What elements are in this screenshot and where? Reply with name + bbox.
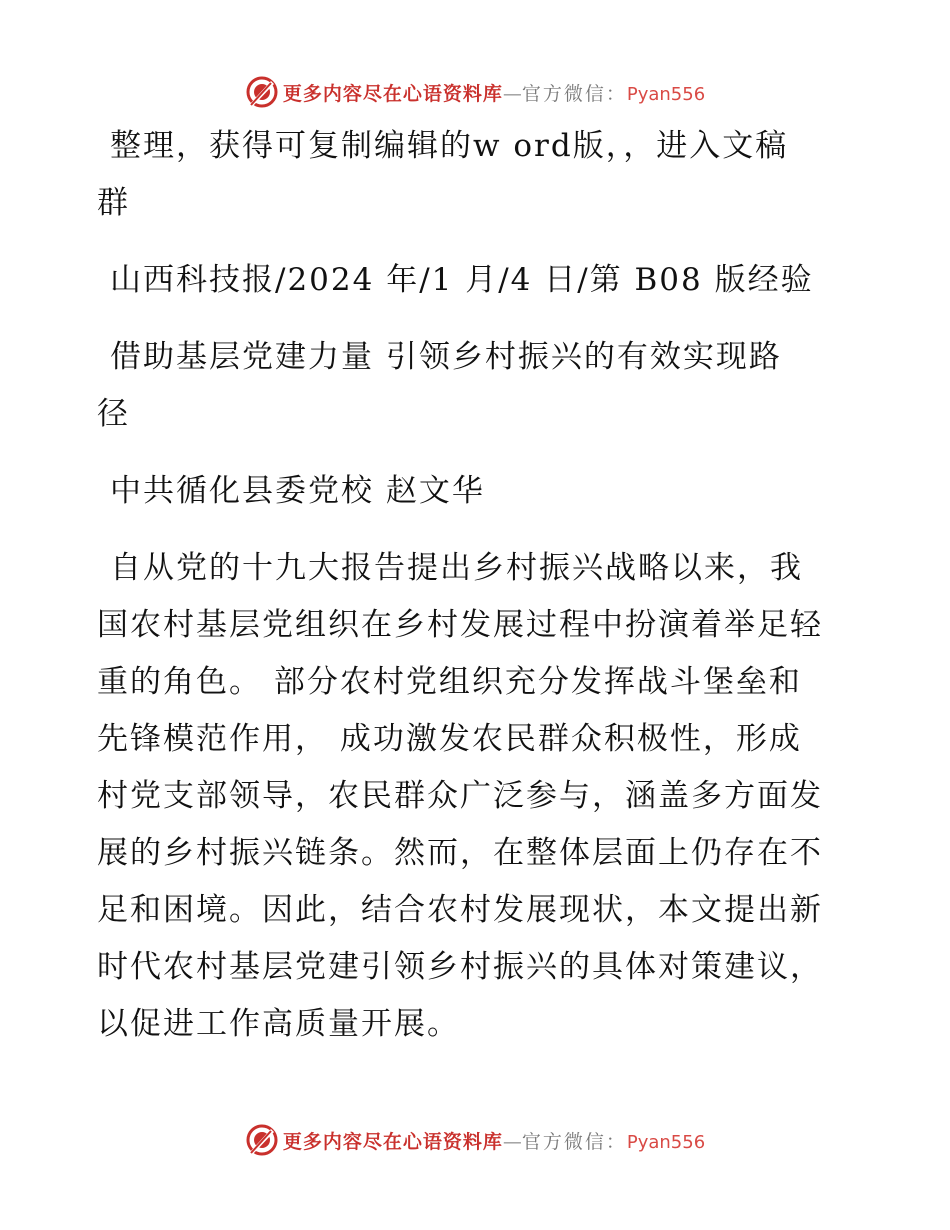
body-line: 以促进工作高质量开展。 [97, 1006, 460, 1042]
title-line-2: 径 [97, 396, 130, 432]
source-line: 山西科技报/2024 年/1 月/4 日/第 B08 版经验 [110, 262, 814, 298]
intro-note [97, 118, 857, 232]
banner-brand: 更多内容尽在心语资料库 [282, 1130, 503, 1153]
banner-text [283, 1127, 705, 1154]
document-body [97, 118, 857, 1053]
body-line: 先锋模范作用， 成功激发农民群众积极性，形成 [97, 721, 802, 757]
body-line: 足和困境。因此，结合农村发展现状，本文提出新 [97, 892, 823, 928]
banner-wechat-id: Pyan556 [626, 1131, 706, 1153]
body-line: 展的乡村振兴链条。然而，在整体层面上仍存在不 [97, 835, 823, 871]
banner-official-label: 官方微信： [521, 1130, 627, 1153]
author-line: 中共循化县委党校 赵文华 [110, 473, 485, 509]
banner-text [283, 79, 705, 106]
banner-official-label: 官方微信： [521, 82, 627, 105]
intro-line-1: 整理，获得可复制编辑的w ord版，，进入文稿 [110, 128, 789, 164]
footer-banner [0, 1120, 950, 1160]
banner-brand: 更多内容尽在心语资料库 [282, 82, 503, 105]
banner-separator: — [502, 1130, 522, 1153]
body-line: 重的角色。 部分农村党组织充分发挥战斗堡垒和 [97, 664, 802, 700]
quill-seal-icon [245, 1123, 279, 1157]
title-line-1: 借助基层党建力量 引领乡村振兴的有效实现路 [110, 339, 782, 375]
quill-seal-icon [245, 75, 279, 109]
header-banner [0, 72, 950, 112]
body-line: 自从党的十九大报告提出乡村振兴战略以来，我 [110, 550, 803, 586]
body-line: 国农村基层党组织在乡村发展过程中扮演着举足轻 [97, 607, 823, 643]
banner-wechat-id: Pyan556 [626, 83, 706, 105]
banner-separator: — [502, 82, 522, 105]
intro-line-2: 群 [97, 185, 130, 221]
body-paragraph [97, 540, 857, 1053]
body-line: 时代农村基层党建引领乡村振兴的具体对策建议， [97, 949, 823, 985]
article-title [97, 329, 857, 443]
body-line: 村党支部领导，农民群众广泛参与，涵盖多方面发 [97, 778, 823, 814]
